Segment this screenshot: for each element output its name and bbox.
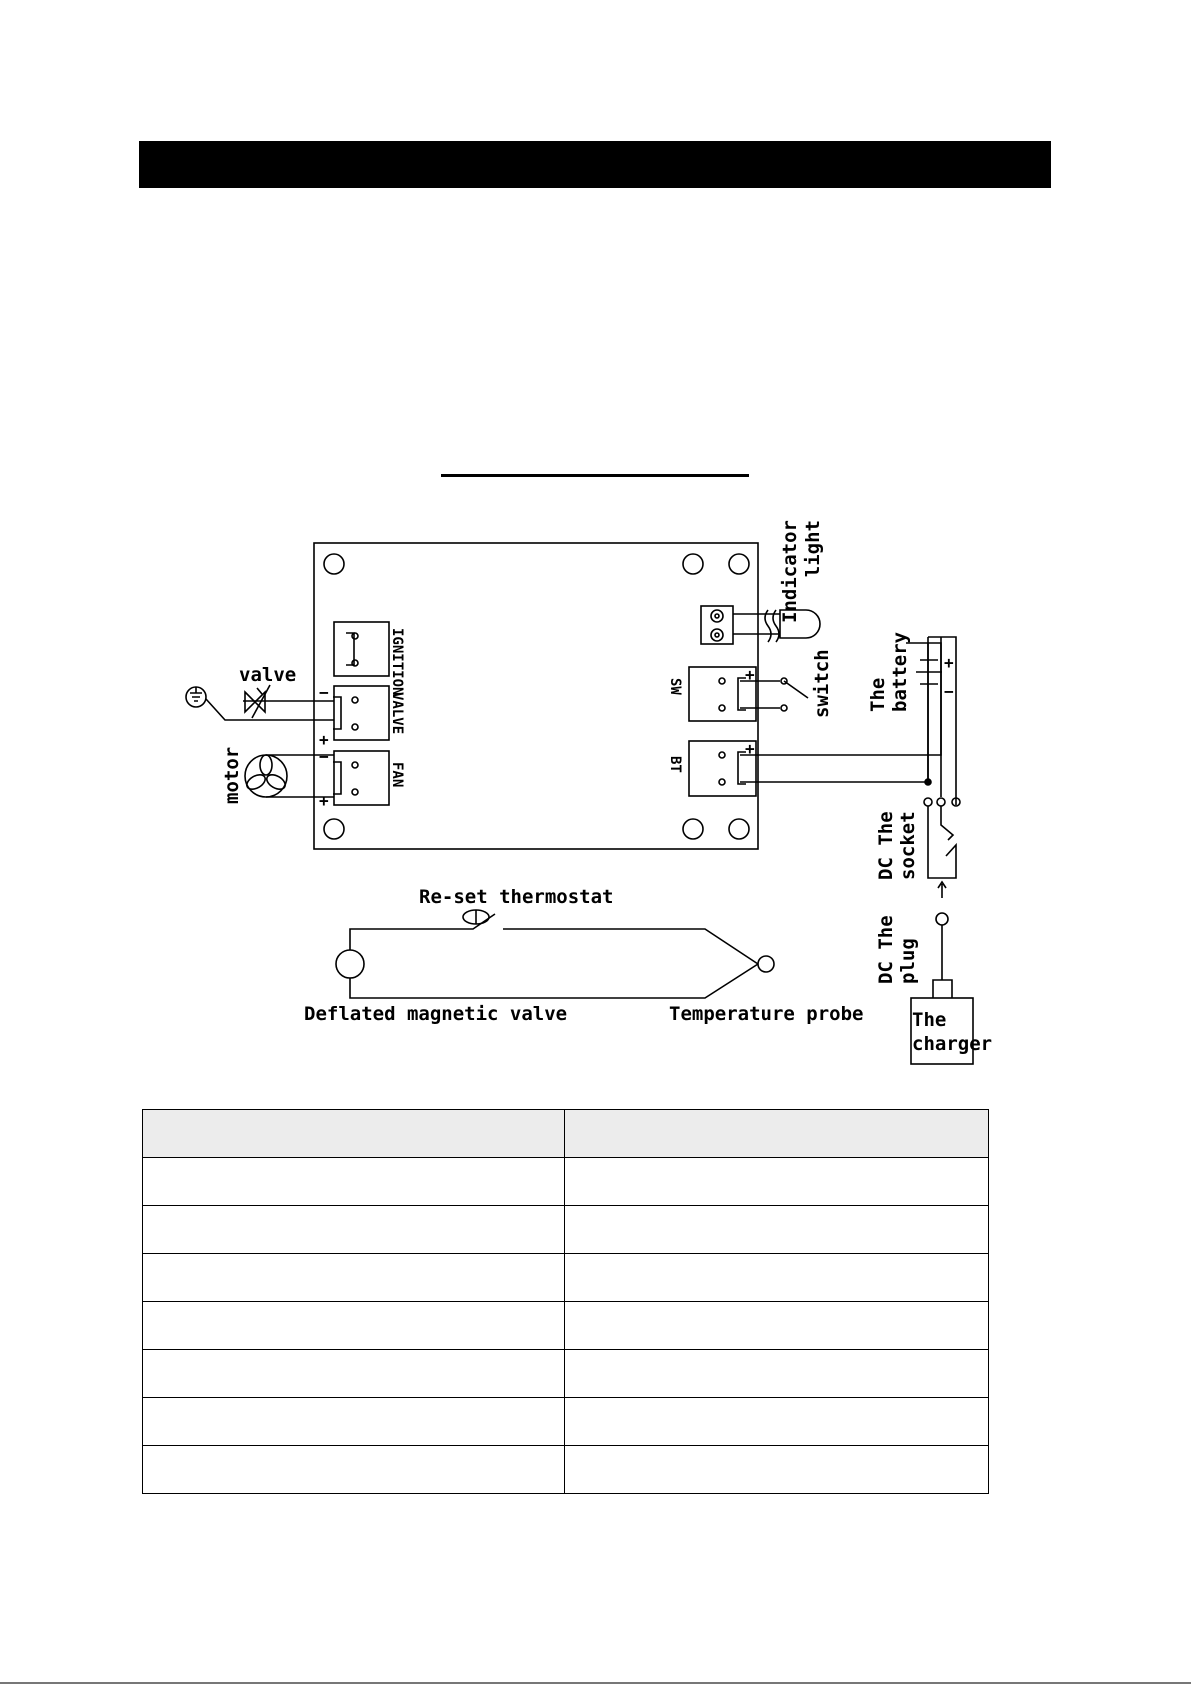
mounting-hole: [324, 819, 344, 839]
table-cell: [143, 1302, 565, 1350]
thermostat-label: Re-set thermostat: [419, 886, 614, 908]
table-cell: [143, 1206, 565, 1254]
table-cell: [565, 1158, 989, 1206]
table-cell: [565, 1350, 989, 1398]
fan-plus-label: +: [319, 791, 329, 810]
table-cell: [143, 1110, 565, 1158]
valve-connector: [333, 686, 389, 740]
thermostat-wire-right: [503, 929, 758, 964]
dc-plug-label-line1: DC The: [875, 915, 897, 984]
battery-label-line1: The: [867, 677, 889, 712]
fan-motor-icon: [244, 755, 287, 797]
specification-table: [142, 1109, 989, 1494]
mounting-hole: [683, 554, 703, 574]
sw-connector-label: SW: [667, 678, 683, 695]
indicator-light-label-line1: Indicator: [779, 520, 801, 623]
indicator-light-label-line2: light: [802, 520, 824, 578]
temperature-probe-icon: [758, 956, 774, 972]
bt-plus-label: +: [745, 739, 755, 758]
table-row: [143, 1446, 989, 1494]
charger-label-line1: The: [912, 1009, 947, 1031]
valve-minus-label: −: [319, 683, 329, 702]
control-board: [314, 543, 758, 849]
thermostat-return-wire: [350, 964, 758, 998]
mounting-hole: [729, 554, 749, 574]
table-cell: [565, 1254, 989, 1302]
table-cell: [143, 1446, 565, 1494]
thermostat-icon: [463, 910, 489, 924]
table-cell: [143, 1254, 565, 1302]
table-header-row: [143, 1110, 989, 1158]
plug-arrow: [938, 882, 946, 898]
table-cell: [565, 1398, 989, 1446]
mounting-hole: [729, 819, 749, 839]
ignition-connector-label: IGNITION: [389, 628, 405, 696]
dc-plug-label-line2: plug: [897, 938, 919, 984]
ground-icon: [186, 687, 206, 707]
page-bottom-rule: [0, 1682, 1191, 1684]
battery-icon: [916, 660, 942, 684]
table-cell: [143, 1398, 565, 1446]
magnetic-valve-icon: [336, 950, 364, 978]
charger-cable: [933, 925, 952, 998]
dc-socket-label-line2: socket: [897, 811, 919, 880]
motor-label: motor: [221, 746, 243, 804]
dc-plug: [936, 913, 948, 925]
dc-socket-label-line1: DC The: [875, 811, 897, 880]
table-cell: [565, 1446, 989, 1494]
table-row: [143, 1350, 989, 1398]
switch-icon: [781, 678, 808, 711]
table-cell: [565, 1110, 989, 1158]
indicator-light-label: [779, 520, 824, 623]
valve-connector-label: VALVE: [389, 692, 405, 735]
mounting-hole: [683, 819, 703, 839]
battery-label-line2: battery: [889, 631, 911, 712]
bt-connector-label: BT: [667, 756, 683, 773]
dc-socket-label: [875, 811, 919, 880]
table-row: [143, 1302, 989, 1350]
battery-label: [867, 632, 911, 712]
switch-label: switch: [811, 649, 833, 718]
dc-socket: [924, 798, 960, 878]
ignition-connector: [334, 622, 389, 676]
table-cell: [143, 1158, 565, 1206]
table-cell: [565, 1302, 989, 1350]
table-cell: [565, 1206, 989, 1254]
table-row: [143, 1206, 989, 1254]
junction-dot: [925, 779, 931, 785]
battery-minus-label: −: [944, 682, 954, 701]
battery-plus-label: +: [944, 653, 954, 672]
table-cell: [143, 1350, 565, 1398]
charger-label-line2: charger: [912, 1033, 993, 1055]
valve-plus-label: +: [319, 730, 329, 749]
fan-minus-label: −: [319, 747, 329, 766]
indicator-connector: [701, 606, 733, 644]
table-row: [143, 1158, 989, 1206]
magnetic-valve-label: Deflated magnetic valve: [304, 1003, 568, 1025]
dc-plug-label: [875, 915, 919, 984]
fan-connector-label: FAN: [389, 762, 405, 788]
switch-wires: [740, 681, 780, 708]
fan-connector: [333, 751, 389, 805]
temperature-probe-label: Temperature probe: [669, 1003, 864, 1025]
thermostat-wire-left: [350, 914, 495, 950]
valve-label: valve: [239, 664, 297, 686]
table-row: [143, 1398, 989, 1446]
sw-plus-label: +: [745, 665, 755, 684]
mounting-hole: [324, 554, 344, 574]
table-row: [143, 1254, 989, 1302]
